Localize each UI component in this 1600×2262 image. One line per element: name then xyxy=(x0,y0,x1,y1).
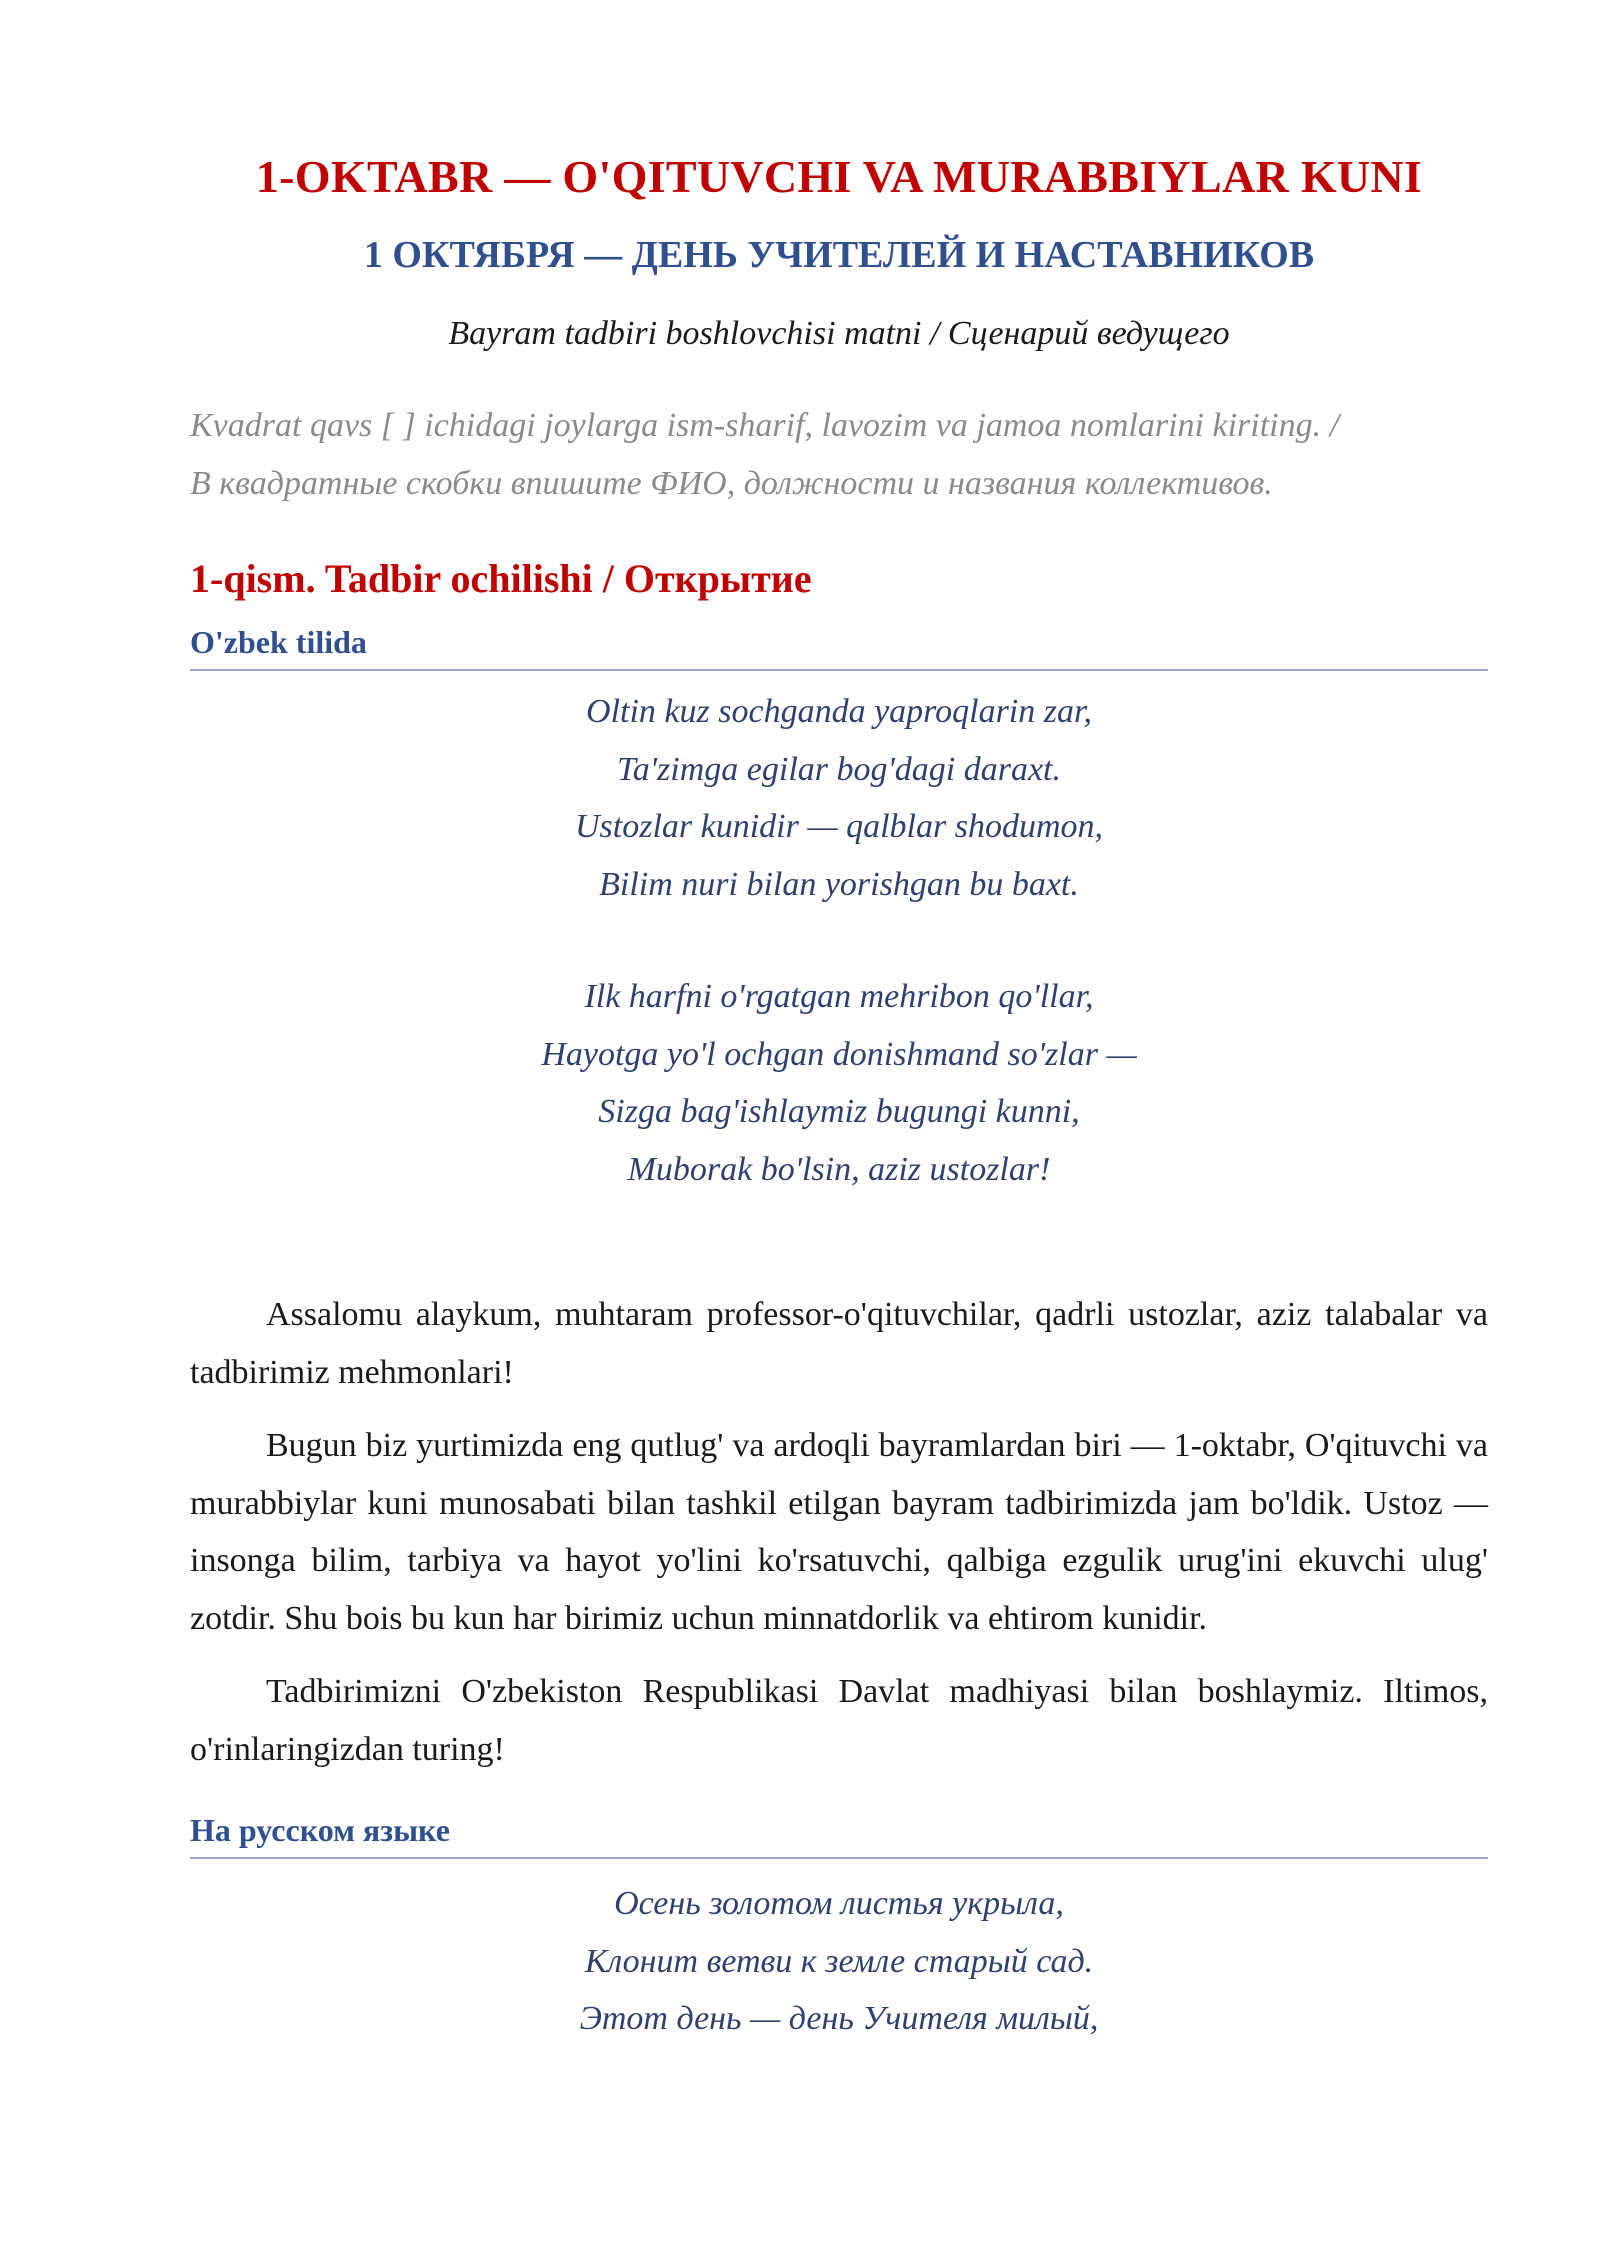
poem-stanza xyxy=(190,683,1488,913)
poem-line: Ta'zimga egilar bog'dagi daraxt. xyxy=(617,750,1061,788)
poem-line: Ilk harfni o'rgatgan mehribon qo'llar, xyxy=(584,978,1094,1015)
subtitle: Bayram tadbiri boshlovchisi matni / Сценарий ведущего xyxy=(448,315,1230,352)
section-heading-uzbek: O'zbek tilida xyxy=(190,624,1488,671)
poem-stanza xyxy=(190,1875,1488,2048)
title-russian: 1 ОКТЯБРЯ — ДЕНЬ УЧИТЕЛЕЙ И НАСТАВНИКОВ xyxy=(363,234,1315,276)
poem-uzbek xyxy=(190,683,1488,1198)
poem-line: Этот день — день Учителя милый, xyxy=(579,2000,1099,2037)
poem-line: Sizga bag'ishlaymiz bugungi kunni, xyxy=(598,1093,1080,1130)
poem-line: Bilim nuri bilan yorishgan bu baxt. xyxy=(599,865,1079,903)
poem-line: Осень золотом листья укрыла, xyxy=(614,1885,1064,1922)
note-line: В квадратные скобки впишите ФИО, должности и названия коллективов. xyxy=(190,465,1273,502)
section-heading-russian: На русском языке xyxy=(190,1812,1488,1859)
body-paragraph: Bugun biz yurtimizda eng qutlug' va ardoqli bayramlardan biri — 1-oktabr, O'qituvchi va murabbiylar kuni munosabati bilan tashkil etilgan bayram tadbirimizda jam bo'ldik. Ustoz — insonga bilim, tarbiya va hayot yo'lini ko'rsatuvchi, qalbiga ezgulik urug'ini ekuvchi ulug' zotdir. Shu bois bu kun har birimiz uchun minnatdorlik va ehtirom kunidir. xyxy=(190,1427,1488,1637)
poem-russian xyxy=(190,1875,1488,2048)
poem-stanza xyxy=(190,968,1488,1198)
poem-line: Muborak bo'lsin, aziz ustozlar! xyxy=(627,1150,1051,1188)
body-paragraph: Tadbirimizni O'zbekiston Respublikasi Davlat madhiyasi bilan boshlaymiz. Iltimos, o'rinlaringizdan turing! xyxy=(190,1673,1488,1768)
instruction-note xyxy=(190,397,1488,513)
note-line: Kvadrat qavs [ ] ichidagi joylarga ism-sharif, lavozim va jamoa nomlarini kiriting. / xyxy=(190,407,1340,444)
body-paragraph: Assalomu alaykum, muhtaram professor-o'qituvchilar, qadrli ustozlar, aziz talabalar va tadbirimiz mehmonlari! xyxy=(190,1296,1488,1391)
poem-line: Ustozlar kunidir — qalblar shodumon, xyxy=(575,808,1103,845)
poem-line: Клонит ветви к земле старый сад. xyxy=(584,1942,1094,1980)
poem-line: Hayotga yo'l ochgan donishmand so'zlar — xyxy=(541,1035,1137,1073)
title-uzbek: 1-OKTABR — O'QITUVCHI VA MURABBIYLAR KUNI xyxy=(255,151,1423,202)
poem-line: Oltin kuz sochganda yaproqlarin zar, xyxy=(586,693,1092,730)
part-heading: 1-qism. Tadbir ochilishi / Открытие xyxy=(190,556,812,601)
